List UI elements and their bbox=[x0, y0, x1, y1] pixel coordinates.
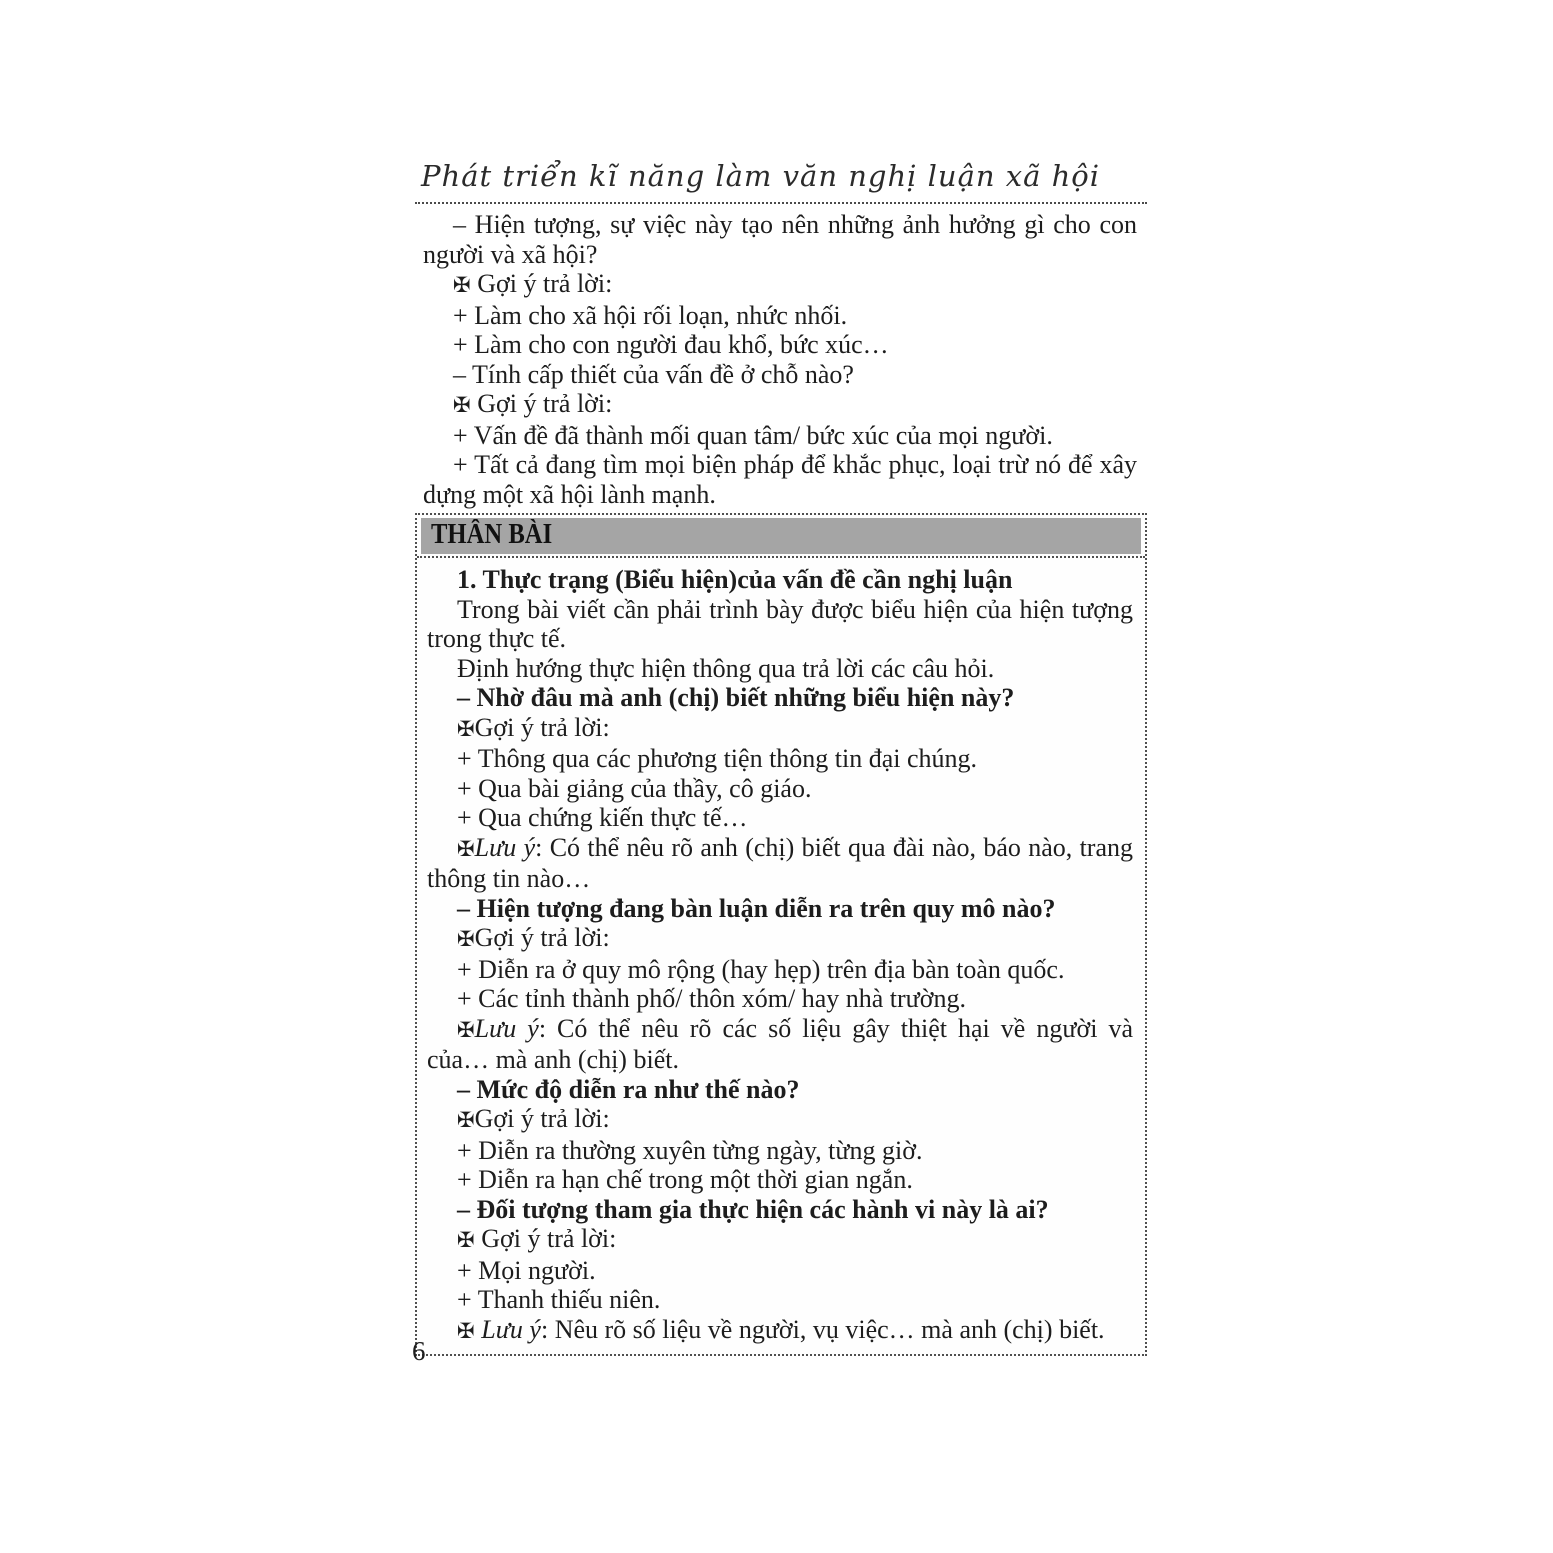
section-title-bar-wrap bbox=[417, 515, 1145, 558]
text-run: – Hiện tượng đang bàn luận diễn ra trên quy mô nào? bbox=[457, 893, 1056, 923]
paragraph bbox=[427, 923, 1133, 955]
paragraph bbox=[427, 774, 1133, 804]
paragraph bbox=[427, 833, 1133, 894]
maltese-cross-icon: ✠ bbox=[457, 1108, 475, 1132]
maltese-cross-icon: ✠ bbox=[457, 1017, 475, 1042]
paragraph bbox=[427, 1136, 1133, 1166]
paragraph bbox=[427, 565, 1133, 595]
maltese-cross-icon: ✠ bbox=[453, 393, 478, 417]
paragraph bbox=[427, 1315, 1133, 1347]
paragraph bbox=[427, 713, 1133, 745]
text-run: + Diễn ra ở quy mô rộng (hay hẹp) trên địa bàn toàn quốc. bbox=[457, 954, 1065, 984]
text-run: + Tất cả đang tìm mọi biện pháp để khắc phục, loại trừ nó để xây dựng một xã hội lành mạnh. bbox=[423, 450, 1137, 509]
maltese-cross-icon: ✠ bbox=[457, 1228, 482, 1252]
paragraph bbox=[423, 360, 1137, 390]
paragraph bbox=[427, 1075, 1133, 1105]
paragraph bbox=[427, 683, 1133, 713]
paragraph bbox=[427, 595, 1133, 654]
section-paragraphs bbox=[417, 558, 1145, 1354]
page-number: 6 bbox=[412, 1336, 426, 1366]
text-run: + Làm cho con người đau khổ, bức xúc… bbox=[453, 330, 889, 359]
text-run: – Nhờ đâu mà anh (chị) biết những biểu hiện này? bbox=[457, 683, 1015, 712]
text-run: – Mức độ diễn ra như thế nào? bbox=[457, 1074, 800, 1104]
intro-paragraphs bbox=[415, 204, 1147, 513]
text-run: + Diễn ra thường xuyên từng ngày, từng giờ. bbox=[457, 1135, 923, 1165]
paragraph bbox=[427, 1256, 1133, 1286]
paragraph bbox=[427, 1285, 1133, 1315]
text-run: 1. Thực trạng (Biểu hiện)của vấn đề cần nghị luận bbox=[457, 565, 1013, 594]
paragraph bbox=[427, 1014, 1133, 1075]
book-page bbox=[415, 156, 1147, 1356]
text-run: + Diễn ra hạn chế trong một thời gian ngắn. bbox=[457, 1165, 913, 1194]
text-run: : Nêu rõ số liệu về người, vụ việc… mà anh (chị) biết. bbox=[540, 1314, 1105, 1344]
paragraph bbox=[423, 389, 1137, 421]
paragraph bbox=[427, 744, 1133, 774]
text-run: Gợi ý trả lời: bbox=[474, 1104, 610, 1133]
text-run: Gợi ý trả lời: bbox=[474, 712, 610, 742]
text-run: + Làm cho xã hội rối loạn, nhức nhối. bbox=[453, 300, 848, 330]
text-run: Gợi ý trả lời: bbox=[477, 269, 613, 298]
paragraph bbox=[427, 803, 1133, 833]
text-run: Gợi ý trả lời: bbox=[477, 389, 613, 418]
paragraph bbox=[427, 955, 1133, 985]
text-run: + Mọi người. bbox=[457, 1255, 596, 1285]
paragraph bbox=[427, 984, 1133, 1014]
paragraph bbox=[423, 450, 1137, 509]
paragraph bbox=[423, 421, 1137, 451]
text-run: + Thông qua các phương tiện thông tin đại chúng. bbox=[457, 744, 978, 773]
paragraph bbox=[427, 1165, 1133, 1195]
paragraph bbox=[423, 210, 1137, 269]
paragraph bbox=[423, 330, 1137, 360]
text-run: + Vấn đề đã thành mối quan tâm/ bức xúc của mọi người. bbox=[453, 420, 1053, 450]
text-run: + Thanh thiếu niên. bbox=[457, 1285, 661, 1314]
paragraph bbox=[423, 301, 1137, 331]
text-run: Gợi ý trả lời: bbox=[474, 923, 610, 952]
text-run: : Có thể nêu rõ anh (chị) biết qua đài nào, báo nào, trang thông tin nào… bbox=[427, 832, 1134, 893]
section-title: THÂN BÀI bbox=[431, 519, 553, 550]
text-run: Định hướng thực hiện thông qua trả lời các câu hỏi. bbox=[457, 653, 995, 683]
text-run: + Qua chứng kiến thực tế… bbox=[457, 803, 748, 832]
maltese-cross-icon: ✠ bbox=[457, 716, 475, 741]
text-run: : Có thể nêu rõ các số liệu gây thiệt hại về người và của… mà anh (chị) biết. bbox=[427, 1013, 1133, 1074]
than-bai-section-box bbox=[415, 513, 1147, 1356]
text-run: Lưu ý bbox=[474, 832, 536, 862]
paragraph bbox=[427, 1104, 1133, 1136]
paragraph bbox=[427, 654, 1133, 684]
text-run: Gợi ý trả lời: bbox=[481, 1224, 617, 1253]
section-title-bar bbox=[421, 518, 1141, 554]
paragraph bbox=[427, 1195, 1133, 1225]
paragraph bbox=[427, 1224, 1133, 1256]
maltese-cross-icon: ✠ bbox=[453, 273, 478, 297]
text-run: Trong bài viết cần phải trình bày được biểu hiện của hiện tượng trong thực tế. bbox=[427, 594, 1133, 653]
maltese-cross-icon: ✠ bbox=[457, 836, 475, 861]
text-run: + Các tỉnh thành phố/ thôn xóm/ hay nhà trường. bbox=[457, 984, 966, 1013]
text-run: Lưu ý bbox=[481, 1314, 541, 1344]
text-run: – Đối tượng tham gia thực hiện các hành vi này là ai? bbox=[457, 1194, 1049, 1224]
running-header-title: Phát triển kĩ năng làm văn nghị luận xã hội bbox=[421, 159, 1101, 193]
text-run: – Tính cấp thiết của vấn đề ở chỗ nào? bbox=[453, 359, 854, 389]
paragraph bbox=[423, 269, 1137, 301]
text-run: – Hiện tượng, sự việc này tạo nên những ảnh hưởng gì cho con người và xã hội? bbox=[423, 210, 1137, 269]
paragraph bbox=[427, 894, 1133, 924]
maltese-cross-icon: ✠ bbox=[457, 1318, 482, 1343]
maltese-cross-icon: ✠ bbox=[457, 927, 475, 951]
text-run: + Qua bài giảng của thầy, cô giáo. bbox=[457, 773, 812, 803]
running-header bbox=[415, 156, 1147, 202]
text-run: Lưu ý bbox=[474, 1013, 539, 1043]
